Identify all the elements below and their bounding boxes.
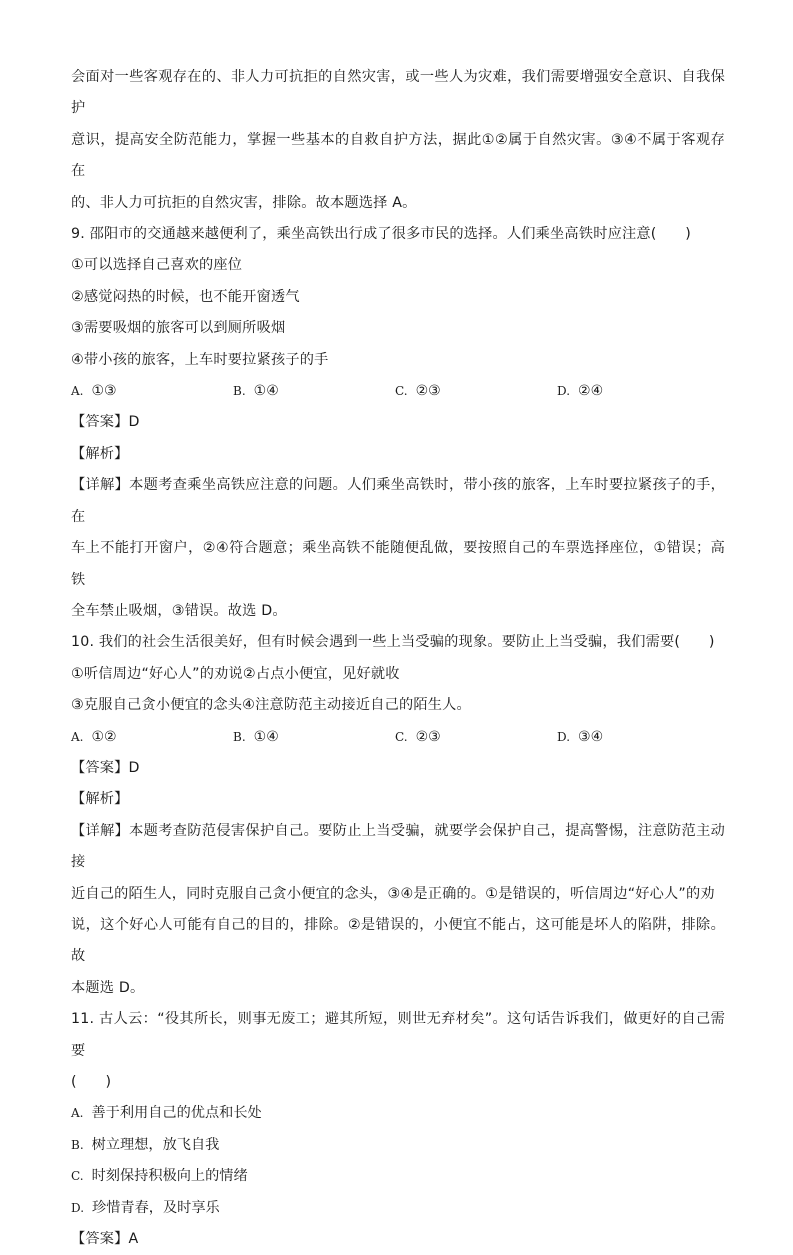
q10-option-c: C. ②③ — [395, 728, 441, 745]
q10-analysis-heading: 【解析】 — [71, 791, 129, 808]
q10-answer: 【答案】D — [71, 759, 140, 776]
q10-options — [71, 722, 725, 753]
q10-option-d: D. ③④ — [557, 728, 604, 745]
q11-option-a: A. 善于利用自己的优点和长处 — [71, 1105, 262, 1122]
q10-stem: 10. 我们的社会生活很美好，但有时候会遇到一些上当受骗的现象。要防止上当受骗，我们需要( ) — [71, 634, 715, 651]
q10-option-b: B. ①④ — [233, 728, 279, 745]
q10-detail-line-4: 本题选 D。 — [71, 979, 145, 996]
q10-item-line-2: ③克服自己贪小便宜的念头④注意防范主动接近自己的陌生人。 — [71, 697, 471, 714]
q9-options — [71, 376, 725, 407]
q9-detail-line-2: 车上不能打开窗户，②④符合题意；乘坐高铁不能随便乱做，要按照自己的车票选择座位，①错误；高铁 — [71, 540, 725, 588]
q11-option-b: B. 树立理想，放飞自我 — [71, 1136, 220, 1153]
q10-item-line-1: ①听信周边“好心人”的劝说②占点小便宜，见好就收 — [71, 665, 400, 682]
q9-item-2: ②感觉闷热的时候，也不能开窗透气 — [71, 288, 300, 305]
q9-item-1: ①可以选择自己喜欢的座位 — [71, 257, 243, 274]
q9-stem: 9. 邵阳市的交通越来越便利了，乘坐高铁出行成了很多市民的选择。人们乘坐高铁时应注意( ) — [71, 226, 692, 243]
q10-option-a: A. ①② — [71, 728, 117, 745]
q9-detail-line-1: 【详解】本题考查乘坐高铁应注意的问题。人们乘坐高铁时，带小孩的旅客，上车时要拉紧孩子的手，在 — [71, 477, 725, 525]
q11-stem-line-2: ( ) — [71, 1074, 112, 1090]
intro-line-2: 意识，提高安全防范能力，掌握一些基本的自救自护方法，据此①②属于自然灾害。③④不属于客观存在 — [71, 131, 725, 180]
intro-line-1: 会面对一些客观存在的、非人力可抗拒的自然灾害，或一些人为灾难，我们需要增强安全意识、自我保护 — [71, 69, 725, 117]
q10-detail-line-3: 说，这个好心人可能有自己的目的，排除。②是错误的，小便宜不能占，这可能是坏人的陷阱，排除。故 — [71, 916, 725, 965]
q9-answer: 【答案】D — [71, 414, 140, 431]
q9-analysis-heading: 【解析】 — [71, 445, 129, 462]
q10-detail-line-1: 【详解】本题考查防范侵害保护自己。要防止上当受骗，就要学会保护自己，提高警惕，注意防范主动接 — [71, 822, 725, 871]
q9-option-d: D. ②④ — [557, 383, 604, 400]
q9-option-c: C. ②③ — [395, 383, 441, 400]
q11-answer: 【答案】A — [71, 1231, 139, 1248]
q11-option-d: D. 珍惜青春，及时享乐 — [71, 1199, 220, 1216]
q10-detail-line-2: 近自己的陌生人，同时克服自己贪小便宜的念头，③④是正确的。①是错误的，听信周边“好心人”的劝 — [71, 885, 715, 902]
q9-option-b: B. ①④ — [233, 383, 279, 400]
document-page — [71, 62, 725, 1255]
q9-item-3: ③需要吸烟的旅客可以到厕所吸烟 — [71, 320, 286, 337]
intro-line-3: 的、非人力可抗拒的自然灾害，排除。故本题选择 A。 — [71, 194, 417, 211]
q9-option-a: A. ①③ — [71, 383, 117, 400]
q11-stem-line-1: 11. 古人云：“役其所长，则事无废工；避其所短，则世无弃材矣”。这句话告诉我们，做更好的自己需要 — [71, 1011, 725, 1059]
q9-detail-line-3: 全车禁止吸烟，③错误。故选 D。 — [71, 602, 287, 619]
q9-item-4: ④带小孩的旅客，上车时要拉紧孩子的手 — [71, 351, 329, 368]
q11-option-c: C. 时刻保持积极向上的情绪 — [71, 1168, 248, 1185]
